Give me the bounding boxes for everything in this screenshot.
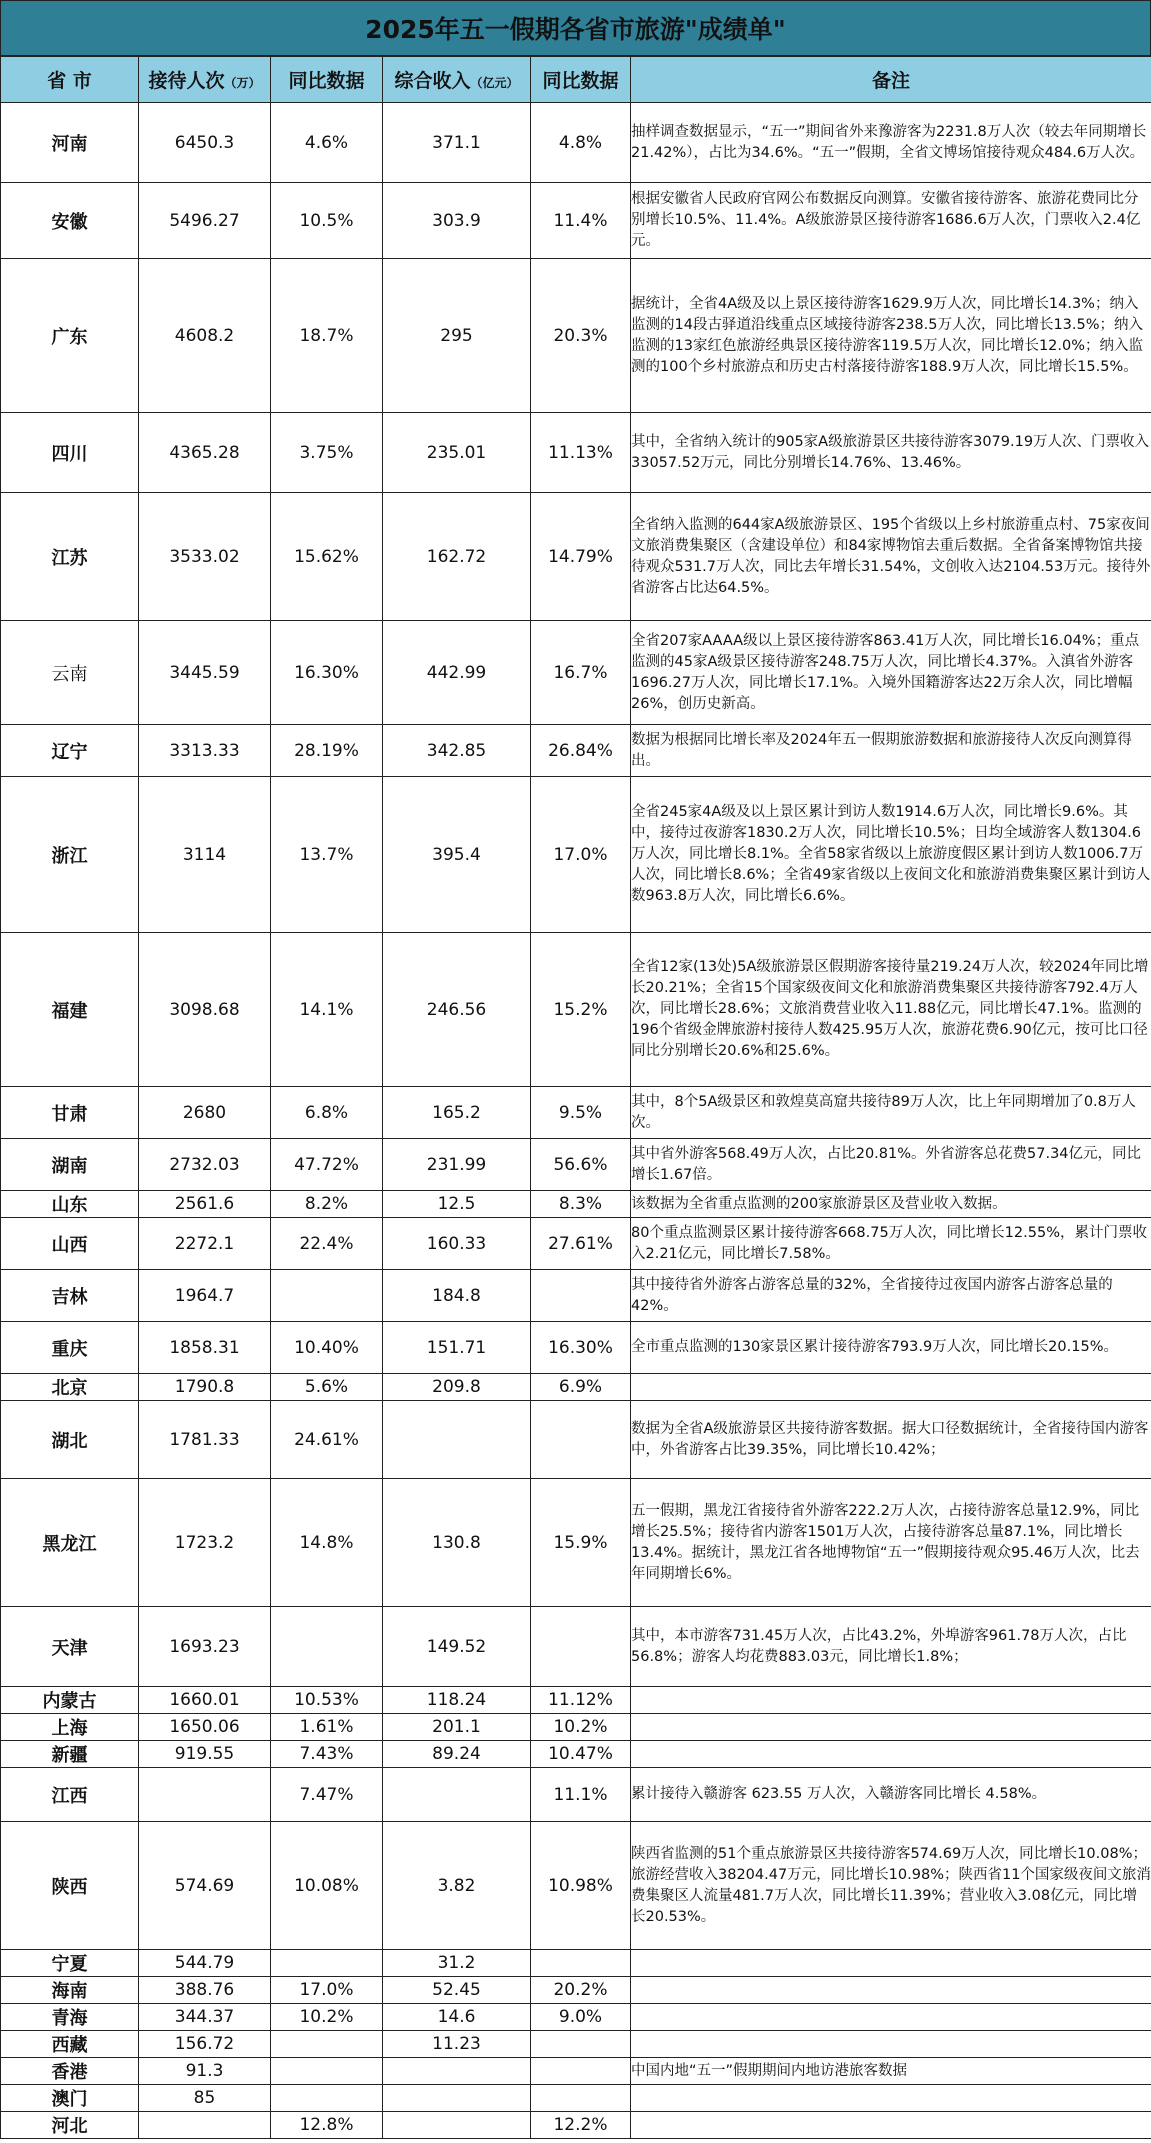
note-cell: 中国内地“五一”假期期间内地访港旅客数据 <box>631 2058 1151 2085</box>
province-cell: 澳门 <box>1 2085 139 2112</box>
revenue-cell: 89.24 <box>383 1741 531 1768</box>
revenue-yoy-cell: 10.98% <box>531 1822 631 1950</box>
visitors-cell: 4608.2 <box>139 259 271 413</box>
table-row <box>1 1687 1151 1714</box>
visitors-cell <box>139 2112 271 2139</box>
revenue-cell: 12.5 <box>383 1191 531 1218</box>
visitors-cell: 3445.59 <box>139 621 271 725</box>
visitors-yoy-cell <box>271 1270 383 1322</box>
province-cell: 浙江 <box>1 777 139 933</box>
revenue-cell: 246.56 <box>383 933 531 1087</box>
note-cell: 其中接待省外游客占游客总量的32%，全省接待过夜国内游客占游客总量的42%。 <box>631 1270 1151 1322</box>
note-cell: 抽样调查数据显示，“五一”期间省外来豫游客为2231.8万人次（较去年同期增长21.42%），占比为34.6%。“五一”假期，全省文博场馆接待观众484.6万人次。 <box>631 103 1151 183</box>
note-cell: 全省245家4A级及以上景区累计到访人数1914.6万人次，同比增长9.6%。其中，接待过夜游客1830.2万人次，同比增长10.5%；日均全域游客人数1304.6万人次，同比增长8.1%。全省58家省级以上旅游度假区累计到访人数1006.7万人次，同比增长8.6%；全省49家省级以上夜间文化和旅游消费集聚区累计到访人数963.8万人次，同比增长6.6%。 <box>631 777 1151 933</box>
visitors-cell: 2272.1 <box>139 1218 271 1270</box>
revenue-yoy-cell <box>531 1950 631 1977</box>
revenue-yoy-cell: 16.7% <box>531 621 631 725</box>
note-cell: 其中，本市游客731.45万人次，占比43.2%，外埠游客961.78万人次，占比56.8%；游客人均花费883.03元，同比增长1.8%； <box>631 1607 1151 1687</box>
province-cell: 安徽 <box>1 183 139 259</box>
header-revenue-yoy: 同比数据 <box>531 57 631 103</box>
revenue-yoy-cell: 10.47% <box>531 1741 631 1768</box>
revenue-cell: 184.8 <box>383 1270 531 1322</box>
visitors-cell: 2561.6 <box>139 1191 271 1218</box>
note-cell <box>631 1950 1151 1977</box>
revenue-yoy-cell: 11.12% <box>531 1687 631 1714</box>
visitors-cell: 544.79 <box>139 1950 271 1977</box>
revenue-yoy-cell <box>531 2031 631 2058</box>
note-cell: 据统计，全省4A级及以上景区接待游客1629.9万人次，同比增长14.3%；纳入监测的14段古驿道沿线重点区域接待游客238.5万人次，同比增长13.5%；纳入监测的13家红色旅游经典景区接待游客119.5万人次，同比增长12.0%；纳入监测的100个乡村旅游点和历史古村落接待游客188.9万人次，同比增长15.5%。 <box>631 259 1151 413</box>
header-row <box>1 57 1151 103</box>
revenue-yoy-cell <box>531 2058 631 2085</box>
table-row <box>1 1950 1151 1977</box>
revenue-yoy-cell: 10.2% <box>531 1714 631 1741</box>
visitors-yoy-cell: 5.6% <box>271 1374 383 1401</box>
revenue-yoy-cell <box>531 1607 631 1687</box>
visitors-cell: 1781.33 <box>139 1401 271 1479</box>
visitors-yoy-cell: 47.72% <box>271 1139 383 1191</box>
table-row <box>1 2112 1151 2139</box>
visitors-cell: 156.72 <box>139 2031 271 2058</box>
note-cell: 根据安徽省人民政府官网公布数据反向测算。安徽省接待游客、旅游花费同比分别增长10.5%、11.4%。A级旅游景区接待游客1686.6万人次，门票收入2.4亿元。 <box>631 183 1151 259</box>
visitors-yoy-cell: 15.62% <box>271 493 383 621</box>
revenue-yoy-cell: 9.5% <box>531 1087 631 1139</box>
note-cell: 全市重点监测的130家景区累计接待游客793.9万人次，同比增长20.15%。 <box>631 1322 1151 1374</box>
header-province: 省 市 <box>1 57 139 103</box>
table-row <box>1 2004 1151 2031</box>
visitors-cell: 3114 <box>139 777 271 933</box>
visitors-cell: 919.55 <box>139 1741 271 1768</box>
note-cell: 全省纳入监测的644家A级旅游景区、195个省级以上乡村旅游重点村、75家夜间文旅消费集聚区（含建设单位）和84家博物馆去重后数据。全省备案博物馆共接待观众531.7万人次，同比去年增长31.54%，文创收入达2104.53万元。接待外省游客占比达64.5%。 <box>631 493 1151 621</box>
table-row <box>1 621 1151 725</box>
table-row <box>1 1218 1151 1270</box>
revenue-cell: 11.23 <box>383 2031 531 2058</box>
table-row <box>1 1607 1151 1687</box>
visitors-cell: 6450.3 <box>139 103 271 183</box>
visitors-yoy-cell: 22.4% <box>271 1218 383 1270</box>
revenue-yoy-cell: 12.2% <box>531 2112 631 2139</box>
visitors-cell <box>139 1768 271 1822</box>
visitors-cell: 1790.8 <box>139 1374 271 1401</box>
visitors-cell: 2732.03 <box>139 1139 271 1191</box>
revenue-cell: 201.1 <box>383 1714 531 1741</box>
revenue-yoy-cell: 14.79% <box>531 493 631 621</box>
note-cell <box>631 2112 1151 2139</box>
table-row <box>1 1977 1151 2004</box>
revenue-cell <box>383 1768 531 1822</box>
province-cell: 新疆 <box>1 1741 139 1768</box>
revenue-yoy-cell: 9.0% <box>531 2004 631 2031</box>
province-cell: 青海 <box>1 2004 139 2031</box>
revenue-cell: 160.33 <box>383 1218 531 1270</box>
header-note: 备注 <box>631 57 1151 103</box>
note-cell: 80个重点监测景区累计接待游客668.75万人次，同比增长12.55%，累计门票收入2.21亿元，同比增长7.58%。 <box>631 1218 1151 1270</box>
province-cell: 黑龙江 <box>1 1479 139 1607</box>
visitors-cell: 1964.7 <box>139 1270 271 1322</box>
revenue-yoy-cell <box>531 1401 631 1479</box>
note-cell <box>631 1687 1151 1714</box>
province-cell: 山西 <box>1 1218 139 1270</box>
visitors-yoy-cell: 10.40% <box>271 1322 383 1374</box>
visitors-yoy-cell: 12.8% <box>271 2112 383 2139</box>
revenue-yoy-cell: 11.4% <box>531 183 631 259</box>
header-revenue <box>383 57 531 103</box>
visitors-cell: 3313.33 <box>139 725 271 777</box>
table-row <box>1 1191 1151 1218</box>
province-cell: 吉林 <box>1 1270 139 1322</box>
visitors-cell: 1693.23 <box>139 1607 271 1687</box>
visitors-yoy-cell: 14.1% <box>271 933 383 1087</box>
revenue-cell: 442.99 <box>383 621 531 725</box>
revenue-cell <box>383 1401 531 1479</box>
visitors-cell: 91.3 <box>139 2058 271 2085</box>
visitors-yoy-cell: 7.43% <box>271 1741 383 1768</box>
visitors-yoy-cell: 4.6% <box>271 103 383 183</box>
note-cell <box>631 1374 1151 1401</box>
revenue-cell: 303.9 <box>383 183 531 259</box>
note-cell: 数据为根据同比增长率及2024年五一假期旅游数据和旅游接待人次反向测算得出。 <box>631 725 1151 777</box>
revenue-yoy-cell: 17.0% <box>531 777 631 933</box>
visitors-cell: 574.69 <box>139 1822 271 1950</box>
table-row <box>1 1139 1151 1191</box>
table-row <box>1 1270 1151 1322</box>
revenue-cell: 209.8 <box>383 1374 531 1401</box>
revenue-cell: 162.72 <box>383 493 531 621</box>
table-row <box>1 103 1151 183</box>
revenue-yoy-cell: 27.61% <box>531 1218 631 1270</box>
revenue-cell: 342.85 <box>383 725 531 777</box>
revenue-cell: 235.01 <box>383 413 531 493</box>
province-cell: 内蒙古 <box>1 1687 139 1714</box>
note-cell: 其中，全省纳入统计的905家A级旅游景区共接待游客3079.19万人次、门票收入33057.52万元，同比分别增长14.76%、13.46%。 <box>631 413 1151 493</box>
note-cell <box>631 2004 1151 2031</box>
header-revenue-unit: （亿元） <box>470 76 519 90</box>
province-cell: 天津 <box>1 1607 139 1687</box>
visitors-cell: 5496.27 <box>139 183 271 259</box>
visitors-yoy-cell: 24.61% <box>271 1401 383 1479</box>
province-cell: 辽宁 <box>1 725 139 777</box>
revenue-cell <box>383 2112 531 2139</box>
revenue-cell: 231.99 <box>383 1139 531 1191</box>
visitors-cell: 1858.31 <box>139 1322 271 1374</box>
province-cell: 云南 <box>1 621 139 725</box>
revenue-cell: 3.82 <box>383 1822 531 1950</box>
visitors-yoy-cell: 18.7% <box>271 259 383 413</box>
province-cell: 山东 <box>1 1191 139 1218</box>
province-cell: 宁夏 <box>1 1950 139 1977</box>
province-cell: 福建 <box>1 933 139 1087</box>
visitors-cell: 4365.28 <box>139 413 271 493</box>
revenue-cell: 371.1 <box>383 103 531 183</box>
revenue-cell: 31.2 <box>383 1950 531 1977</box>
note-cell <box>631 2085 1151 2112</box>
revenue-cell: 395.4 <box>383 777 531 933</box>
visitors-yoy-cell: 1.61% <box>271 1714 383 1741</box>
note-cell: 累计接待入赣游客 623.55 万人次，入赣游客同比增长 4.58%。 <box>631 1768 1151 1822</box>
header-visitors-label: 接待人次 <box>148 70 225 92</box>
table-row <box>1 1401 1151 1479</box>
province-cell: 北京 <box>1 1374 139 1401</box>
table-row <box>1 2058 1151 2085</box>
note-cell: 该数据为全省重点监测的200家旅游景区及营业收入数据。 <box>631 1191 1151 1218</box>
visitors-yoy-cell <box>271 2085 383 2112</box>
visitors-cell: 1723.2 <box>139 1479 271 1607</box>
header-visitors <box>139 57 271 103</box>
visitors-cell: 388.76 <box>139 1977 271 2004</box>
header-revenue-label: 综合收入 <box>394 70 471 92</box>
visitors-yoy-cell: 16.30% <box>271 621 383 725</box>
note-cell: 五一假期，黑龙江省接待省外游客222.2万人次，占接待游客总量12.9%，同比增长25.5%；接待省内游客1501万人次，占接待游客总量87.1%，同比增长13.4%。据统计，黑龙江省各地博物馆“五一”假期接待观众95.46万人次，比去年同期增长6%。 <box>631 1479 1151 1607</box>
revenue-yoy-cell: 8.3% <box>531 1191 631 1218</box>
table-row <box>1 183 1151 259</box>
revenue-yoy-cell <box>531 1270 631 1322</box>
province-cell: 四川 <box>1 413 139 493</box>
note-cell <box>631 1977 1151 2004</box>
province-cell: 陕西 <box>1 1822 139 1950</box>
visitors-yoy-cell: 8.2% <box>271 1191 383 1218</box>
province-cell: 河北 <box>1 2112 139 2139</box>
province-cell: 河南 <box>1 103 139 183</box>
revenue-yoy-cell: 20.2% <box>531 1977 631 2004</box>
revenue-yoy-cell: 15.9% <box>531 1479 631 1607</box>
province-cell: 重庆 <box>1 1322 139 1374</box>
visitors-cell: 1650.06 <box>139 1714 271 1741</box>
visitors-yoy-cell: 13.7% <box>271 777 383 933</box>
visitors-yoy-cell: 14.8% <box>271 1479 383 1607</box>
visitors-cell: 3533.02 <box>139 493 271 621</box>
table-row <box>1 1322 1151 1374</box>
revenue-cell: 149.52 <box>383 1607 531 1687</box>
revenue-cell: 52.45 <box>383 1977 531 2004</box>
revenue-yoy-cell <box>531 2085 631 2112</box>
note-cell <box>631 2031 1151 2058</box>
revenue-cell: 118.24 <box>383 1687 531 1714</box>
revenue-cell <box>383 2085 531 2112</box>
province-cell: 香港 <box>1 2058 139 2085</box>
revenue-yoy-cell: 16.30% <box>531 1322 631 1374</box>
table-row <box>1 1374 1151 1401</box>
visitors-cell: 2680 <box>139 1087 271 1139</box>
revenue-yoy-cell: 56.6% <box>531 1139 631 1191</box>
province-cell: 江西 <box>1 1768 139 1822</box>
visitors-yoy-cell: 17.0% <box>271 1977 383 2004</box>
visitors-yoy-cell <box>271 1950 383 1977</box>
province-cell: 海南 <box>1 1977 139 2004</box>
revenue-cell <box>383 2058 531 2085</box>
province-cell: 甘肃 <box>1 1087 139 1139</box>
table-row <box>1 1822 1151 1950</box>
note-cell <box>631 1714 1151 1741</box>
table-row <box>1 1768 1151 1822</box>
visitors-cell: 85 <box>139 2085 271 2112</box>
table-row <box>1 259 1151 413</box>
visitors-yoy-cell: 10.08% <box>271 1822 383 1950</box>
table-row <box>1 2085 1151 2112</box>
visitors-yoy-cell: 28.19% <box>271 725 383 777</box>
visitors-yoy-cell <box>271 2058 383 2085</box>
table-row <box>1 777 1151 933</box>
header-visitors-unit: （万） <box>224 76 261 90</box>
table-row <box>1 1479 1151 1607</box>
visitors-yoy-cell: 6.8% <box>271 1087 383 1139</box>
table-row <box>1 1714 1151 1741</box>
revenue-yoy-cell: 4.8% <box>531 103 631 183</box>
visitors-cell: 344.37 <box>139 2004 271 2031</box>
note-cell: 其中，8个5A级景区和敦煌莫高窟共接待89万人次，比上年同期增加了0.8万人次。 <box>631 1087 1151 1139</box>
table-row <box>1 725 1151 777</box>
revenue-yoy-cell: 15.2% <box>531 933 631 1087</box>
visitors-cell: 3098.68 <box>139 933 271 1087</box>
revenue-cell: 151.71 <box>383 1322 531 1374</box>
visitors-yoy-cell <box>271 2031 383 2058</box>
revenue-yoy-cell: 26.84% <box>531 725 631 777</box>
province-cell: 湖北 <box>1 1401 139 1479</box>
sheet-title: 2025年五一假期各省市旅游"成绩单" <box>0 0 1151 56</box>
revenue-cell: 165.2 <box>383 1087 531 1139</box>
visitors-yoy-cell: 7.47% <box>271 1768 383 1822</box>
tourism-results-table <box>0 56 1151 2139</box>
province-cell: 西藏 <box>1 2031 139 2058</box>
revenue-cell: 130.8 <box>383 1479 531 1607</box>
visitors-yoy-cell: 10.2% <box>271 2004 383 2031</box>
revenue-yoy-cell: 20.3% <box>531 259 631 413</box>
header-visitors-yoy: 同比数据 <box>271 57 383 103</box>
table-row <box>1 2031 1151 2058</box>
table-row <box>1 1741 1151 1768</box>
province-cell: 上海 <box>1 1714 139 1741</box>
note-cell: 其中省外游客568.49万人次，占比20.81%。外省游客总花费57.34亿元，同比增长1.67倍。 <box>631 1139 1151 1191</box>
revenue-yoy-cell: 11.1% <box>531 1768 631 1822</box>
revenue-cell: 14.6 <box>383 2004 531 2031</box>
note-cell: 数据为全省A级旅游景区共接待游客数据。据大口径数据统计，全省接待国内游客中，外省游客占比39.35%，同比增长10.42%； <box>631 1401 1151 1479</box>
revenue-yoy-cell: 6.9% <box>531 1374 631 1401</box>
revenue-cell: 295 <box>383 259 531 413</box>
note-cell: 全省12家(13处)5A级旅游景区假期游客接待量219.24万人次，较2024年同比增长20.21%；全省15个国家级夜间文化和旅游消费集聚区共接待游客792.4万人次，同比增长28.6%；文旅消费营业收入11.88亿元，同比增长47.1%。监测的196个省级金牌旅游村接待人数425.95万人次，旅游花费6.90亿元，按可比口径同比分别增长20.6%和25.6%。 <box>631 933 1151 1087</box>
visitors-yoy-cell <box>271 1607 383 1687</box>
province-cell: 湖南 <box>1 1139 139 1191</box>
table-row <box>1 933 1151 1087</box>
revenue-yoy-cell: 11.13% <box>531 413 631 493</box>
note-cell: 陕西省监测的51个重点旅游景区共接待游客574.69万人次，同比增长10.08%；旅游经营收入38204.47万元，同比增长10.98%；陕西省11个国家级夜间文旅消费集聚区人流量481.7万人次，同比增长11.39%；营业收入3.08亿元，同比增长20.53%。 <box>631 1822 1151 1950</box>
table-row <box>1 413 1151 493</box>
table-row <box>1 493 1151 621</box>
province-cell: 江苏 <box>1 493 139 621</box>
visitors-yoy-cell: 10.5% <box>271 183 383 259</box>
note-cell <box>631 1741 1151 1768</box>
visitors-yoy-cell: 10.53% <box>271 1687 383 1714</box>
table-body <box>1 103 1151 2139</box>
visitors-yoy-cell: 3.75% <box>271 413 383 493</box>
visitors-cell: 1660.01 <box>139 1687 271 1714</box>
province-cell: 广东 <box>1 259 139 413</box>
note-cell: 全省207家AAAA级以上景区接待游客863.41万人次，同比增长16.04%；重点监测的45家A级景区接待游客248.75万人次，同比增长4.37%。入滇省外游客1696.27万人次，同比增长17.1%。入境外国籍游客达22万余人次，同比增幅26%，创历史新高。 <box>631 621 1151 725</box>
table-row <box>1 1087 1151 1139</box>
